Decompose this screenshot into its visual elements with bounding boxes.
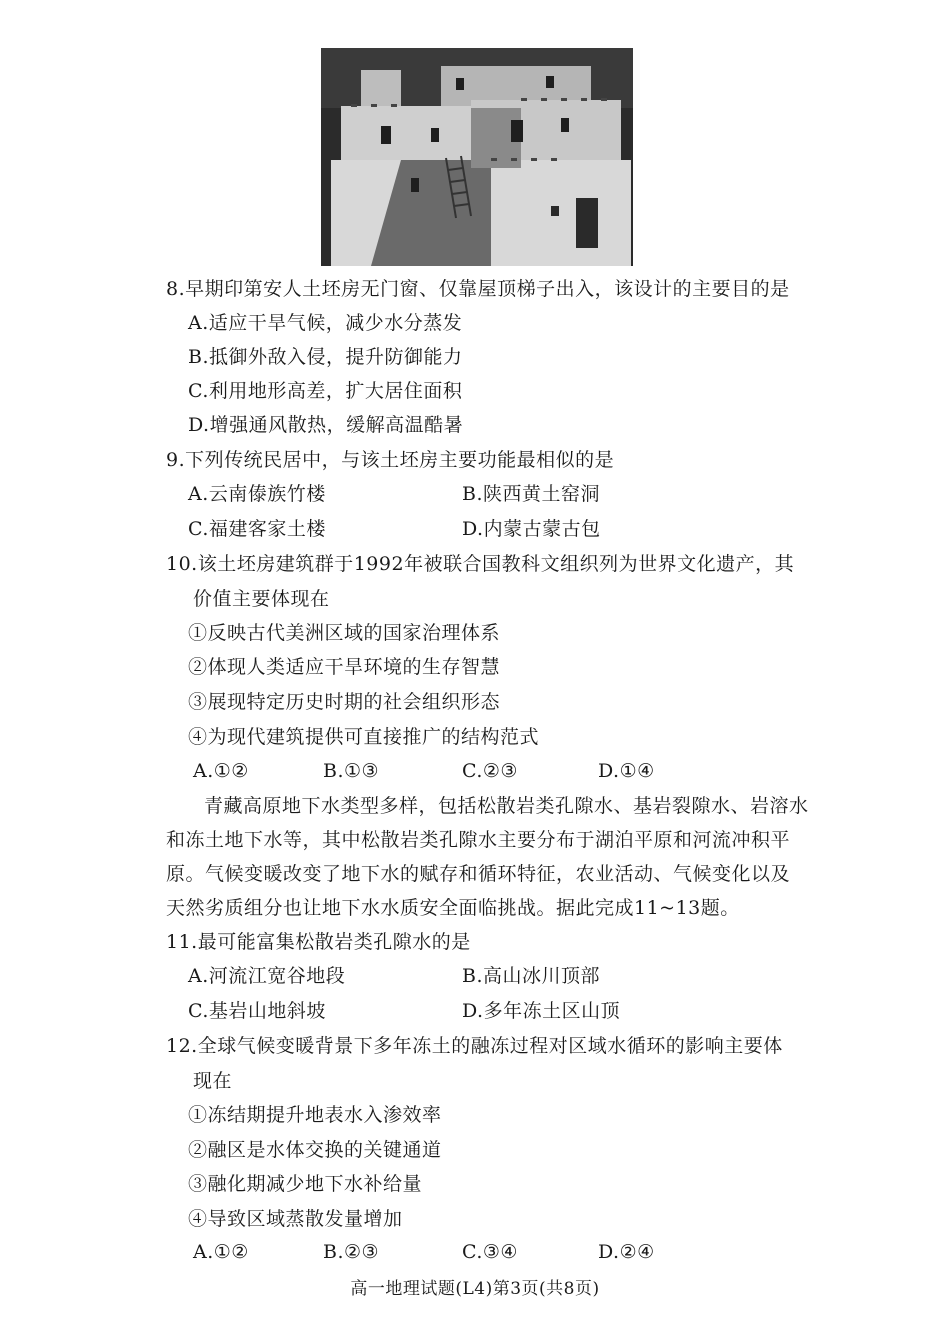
passage-line-1: 青藏高原地下水类型多样，包括松散岩类孔隙水、基岩裂隙水、岩溶水: [204, 795, 809, 817]
q12-stem-line1: 12.全球气候变暖背景下多年冻土的融冻过程对区域水循环的影响主要体: [166, 1035, 783, 1057]
q12-option-a: A.①②: [193, 1241, 249, 1263]
q12-statement-3: ③融化期减少地下水补给量: [188, 1173, 423, 1195]
q10-option-d: D.①④: [598, 760, 655, 782]
q9-option-d: D.内蒙古蒙古包: [462, 518, 601, 540]
q12-statement-4: ④导致区域蒸散发量增加: [188, 1208, 403, 1230]
q11-option-a: A.河流江宽谷地段: [188, 965, 346, 987]
q8-option-b: B.抵御外敌入侵，提升防御能力: [188, 346, 463, 368]
passage-line-4: 天然劣质组分也让地下水水质安全面临挑战。据此完成11~13题。: [166, 897, 740, 919]
q8-option-a: A.适应干旱气候，减少水分蒸发: [188, 312, 463, 334]
q10-statement-4: ④为现代建筑提供可直接推广的结构范式: [188, 726, 540, 748]
q10-option-a: A.①②: [193, 760, 249, 782]
q8-option-c: C.利用地形高差，扩大居住面积: [188, 380, 463, 402]
q11-stem: 11.最可能富集松散岩类孔隙水的是: [166, 931, 471, 953]
q9-option-c: C.福建客家土楼: [188, 518, 326, 540]
q12-option-d: D.②④: [598, 1241, 655, 1263]
q10-option-c: C.②③: [462, 760, 518, 782]
q10-option-b: B.①③: [323, 760, 380, 782]
q10-statement-3: ③展现特定历史时期的社会组织形态: [188, 691, 501, 713]
q12-statement-2: ②融区是水体交换的关键通道: [188, 1139, 442, 1161]
q11-option-d: D.多年冻土区山顶: [462, 1000, 621, 1022]
q12-option-b: B.②③: [323, 1241, 380, 1263]
q12-option-c: C.③④: [462, 1241, 518, 1263]
passage-line-2: 和冻土地下水等，其中松散岩类孔隙水主要分布于湖泊平原和河流冲积平: [166, 829, 791, 851]
q8-stem: 8.早期印第安人土坯房无门窗、仅靠屋顶梯子出入，该设计的主要目的是: [166, 278, 790, 300]
page-footer: 高一地理试题(L4)第3页(共8页): [350, 1279, 600, 1299]
q11-option-c: C.基岩山地斜坡: [188, 1000, 326, 1022]
passage-line-3: 原。气候变暖改变了地下水的赋存和循环特征，农业活动、气候变化以及: [166, 863, 791, 885]
q9-option-b: B.陕西黄土窑洞: [462, 483, 601, 505]
q10-statement-1: ①反映古代美洲区域的国家治理体系: [188, 622, 501, 644]
q12-statement-1: ①冻结期提升地表水入渗效率: [188, 1104, 442, 1126]
q8-option-d: D.增强通风散热，缓解高温酷暑: [188, 414, 464, 436]
q9-stem: 9.下列传统民居中，与该土坯房主要功能最相似的是: [166, 449, 615, 471]
q9-option-a: A.云南傣族竹楼: [188, 483, 326, 505]
q10-statement-2: ②体现人类适应干旱环境的生存智慧: [188, 656, 501, 678]
q10-stem-line1: 10.该土坯房建筑群于1992年被联合国教科文组织列为世界文化遗产，其: [166, 553, 795, 575]
q12-stem-line2: 现在: [193, 1070, 233, 1092]
q10-stem-line2: 价值主要体现在: [193, 588, 330, 610]
q11-option-b: B.高山冰川顶部: [462, 965, 601, 987]
pueblo-adobe-photo: [321, 48, 633, 266]
